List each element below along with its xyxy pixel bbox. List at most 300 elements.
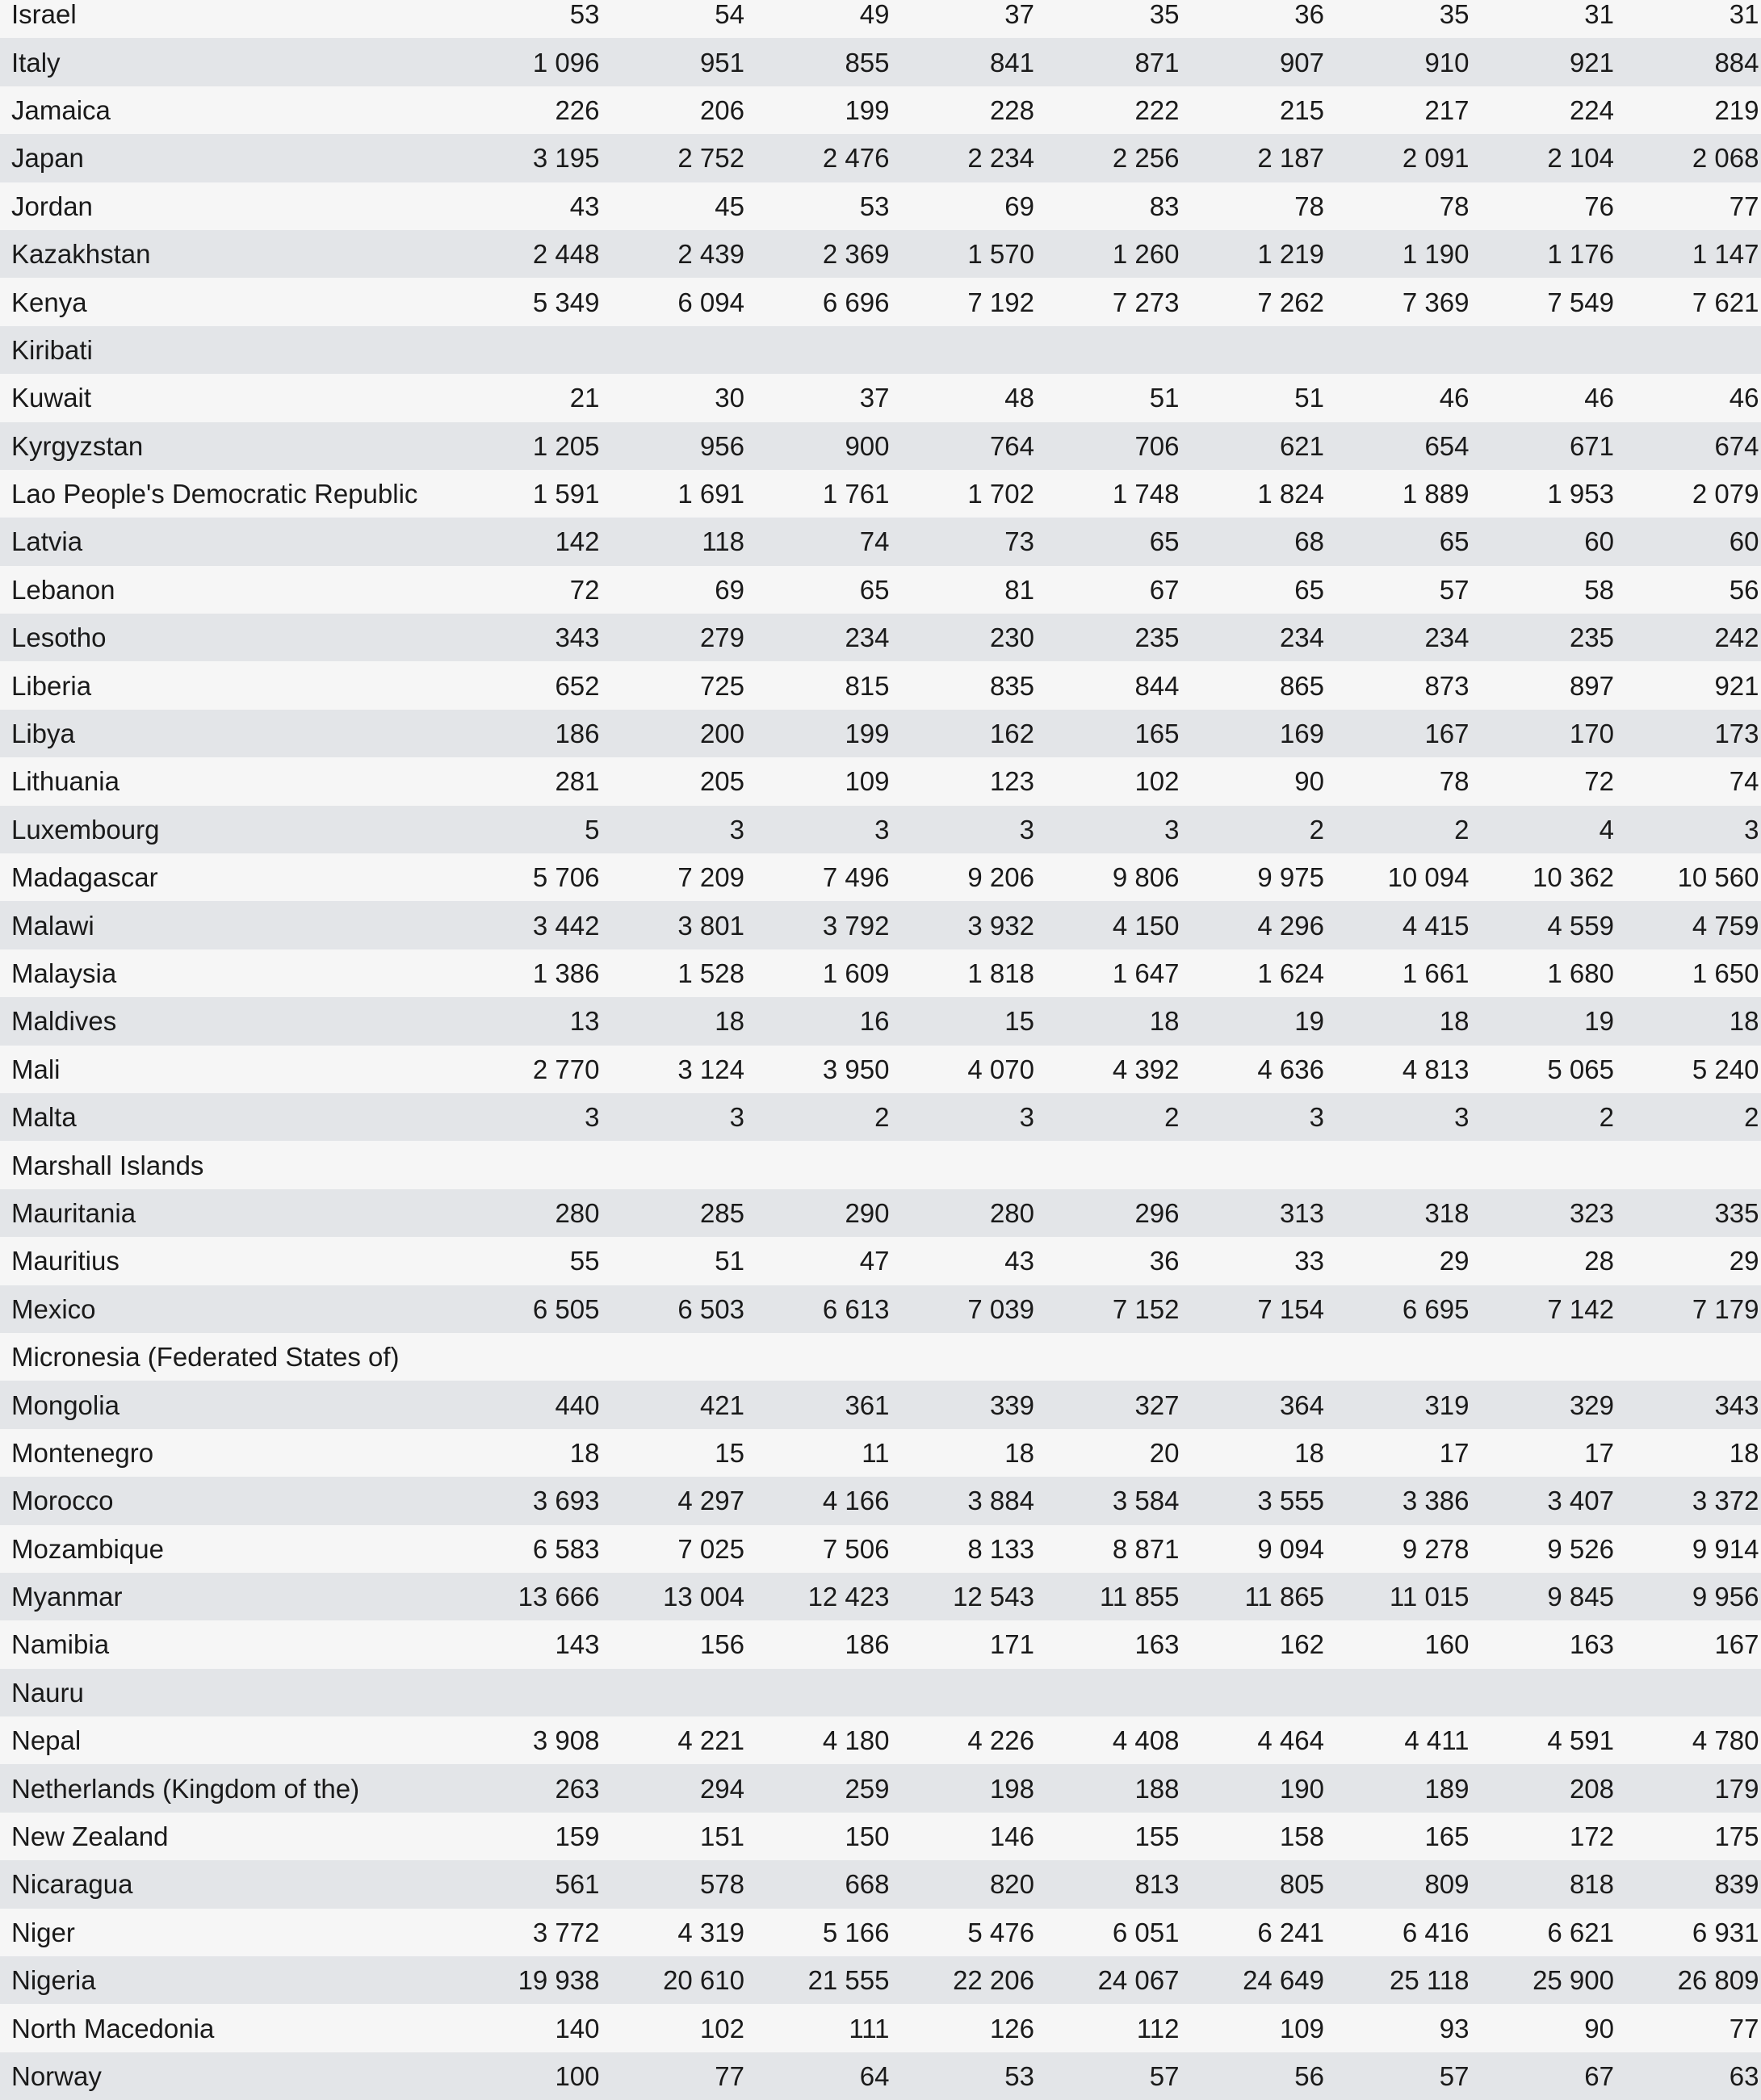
country-name-cell: Mauritania [11,1197,136,1228]
value-cell: 30 [715,383,744,413]
value-cell: 56 [1294,2060,1324,2091]
value-cell: 11 [862,1437,890,1468]
value-cell: 1 260 [1112,239,1180,270]
country-name-cell: Mozambique [11,1533,164,1564]
value-cell: 36 [1149,1246,1180,1276]
table-row [0,326,1761,374]
table-row [0,1477,1761,1524]
value-cell: 1 591 [532,479,600,509]
table-row [0,1046,1761,1093]
value-cell: 2 448 [532,239,600,270]
value-cell: 4 780 [1692,1725,1759,1756]
value-cell: 43 [569,191,600,221]
value-cell: 186 [845,1629,890,1660]
value-cell: 219 [1714,94,1759,125]
table-row [0,1620,1761,1668]
value-cell: 281 [555,766,600,797]
value-cell: 33 [1294,1246,1324,1276]
value-cell: 25 118 [1390,1965,1470,1996]
value-cell: 1 824 [1257,479,1324,509]
value-cell: 18 [1729,1006,1759,1037]
value-cell: 17 [1584,1437,1614,1468]
value-cell: 4 297 [677,1486,744,1516]
table-row [0,806,1761,853]
value-cell: 10 560 [1677,862,1759,893]
value-cell: 24 067 [1097,1965,1180,1996]
value-cell: 126 [989,2013,1034,2043]
table-row [0,1764,1761,1812]
value-cell: 7 192 [967,287,1034,317]
value-cell: 668 [845,1869,890,1900]
value-cell: 855 [845,47,890,78]
value-cell: 1 570 [967,239,1034,270]
value-cell: 921 [1714,670,1759,701]
value-cell [899,326,1045,374]
value-cell: 3 [585,1102,600,1133]
value-cell: 109 [1279,2013,1324,2043]
table-row [0,230,1761,278]
value-cell: 1 818 [967,958,1034,988]
value-cell: 170 [1569,719,1614,749]
table-row [0,470,1761,518]
value-cell: 165 [1134,719,1180,749]
value-cell [899,1141,1045,1188]
value-cell: 54 [715,0,744,30]
value-cell: 17 [1439,1437,1470,1468]
country-name-cell: Italy [11,47,61,78]
value-cell: 294 [699,1773,744,1804]
table-row [0,1237,1761,1285]
table-row [0,1381,1761,1428]
value-cell: 109 [845,766,890,797]
value-cell: 4 408 [1112,1725,1180,1756]
value-cell: 45 [715,191,744,221]
value-cell [1479,1333,1625,1381]
country-name-cell: Luxembourg [11,814,160,845]
value-cell: 280 [989,1197,1034,1228]
value-cell [754,326,899,374]
value-cell: 19 [1294,1006,1324,1037]
value-cell: 8 871 [1112,1533,1180,1564]
country-name-cell: Myanmar [11,1582,123,1612]
value-cell [754,1333,899,1381]
value-cell: 2 104 [1547,143,1614,174]
value-cell: 671 [1569,430,1614,461]
value-cell: 897 [1569,670,1614,701]
value-cell: 364 [1279,1390,1324,1420]
value-cell: 279 [699,622,744,653]
value-cell: 18 [1729,1437,1759,1468]
value-cell: 13 004 [663,1582,744,1612]
value-cell: 9 975 [1257,862,1324,893]
value-cell: 1 386 [532,958,600,988]
country-name-cell: Mali [11,1054,61,1084]
value-cell: 319 [1424,1390,1470,1420]
value-cell: 7 179 [1692,1293,1759,1324]
country-name-cell: Morocco [11,1486,114,1516]
value-cell: 3 [1309,1102,1324,1133]
value-cell: 7 496 [822,862,890,893]
value-cell: 440 [555,1390,600,1420]
value-cell: 102 [1134,766,1180,797]
value-cell: 6 241 [1257,1917,1324,1947]
value-cell: 1 889 [1402,479,1470,509]
table-row [0,757,1761,805]
table-row [0,853,1761,901]
country-name-cell: Lebanon [11,574,115,605]
value-cell: 815 [845,670,890,701]
country-name-cell: Lesotho [11,622,107,653]
value-cell: 123 [989,766,1034,797]
value-cell: 235 [1134,622,1180,653]
value-cell: 1 609 [822,958,890,988]
value-cell: 3 693 [532,1486,600,1516]
value-cell: 3 [729,814,744,845]
value-cell: 28 [1584,1246,1614,1276]
country-name-cell: Netherlands (Kingdom of the) [11,1773,360,1804]
value-cell: 90 [1294,766,1324,797]
value-cell: 2 [1744,1102,1759,1133]
value-cell: 7 506 [822,1533,890,1564]
country-name-cell: Mexico [11,1293,96,1324]
value-cell: 7 262 [1257,287,1324,317]
value-cell: 2 476 [822,143,890,174]
value-cell [754,1669,899,1716]
value-cell: 820 [989,1869,1034,1900]
value-cell: 1 528 [677,958,744,988]
value-cell: 5 240 [1692,1054,1759,1084]
value-cell: 329 [1569,1390,1614,1420]
value-cell: 160 [1424,1629,1470,1660]
value-cell: 46 [1584,383,1614,413]
value-cell: 3 [729,1102,744,1133]
value-cell: 4 464 [1257,1725,1324,1756]
value-cell: 36 [1294,0,1324,30]
value-cell: 2 770 [532,1054,600,1084]
value-cell: 1 702 [967,479,1034,509]
value-cell [610,1669,755,1716]
value-cell: 11 015 [1390,1582,1470,1612]
value-cell: 142 [555,526,600,557]
country-name-cell: Kenya [11,287,87,317]
table-row [0,1956,1761,2004]
value-cell: 18 [569,1437,600,1468]
value-cell: 67 [1584,2060,1614,2091]
country-name-cell: New Zealand [11,1821,169,1852]
value-cell: 222 [1134,94,1180,125]
value-cell: 19 938 [518,1965,600,1996]
value-cell: 4 166 [822,1486,890,1516]
value-cell: 2 752 [677,143,744,174]
value-cell: 208 [1569,1773,1614,1804]
table-row [0,518,1761,565]
value-cell [464,1669,610,1716]
value-cell: 230 [989,622,1034,653]
value-cell: 74 [859,526,890,557]
value-cell: 57 [1439,2060,1470,2091]
value-cell: 2 256 [1112,143,1180,174]
value-cell: 242 [1714,622,1759,653]
country-name-cell: Lithuania [11,766,119,797]
value-cell: 1 761 [822,479,890,509]
value-cell: 9 094 [1257,1533,1324,1564]
table-row [0,1860,1761,1908]
value-cell: 1 219 [1257,239,1324,270]
value-cell: 56 [1729,574,1759,605]
value-cell: 12 543 [953,1582,1034,1612]
value-cell: 20 [1149,1437,1180,1468]
value-cell [1624,1333,1761,1381]
value-cell: 5 065 [1547,1054,1614,1084]
value-cell [1334,1669,1479,1716]
value-cell: 3 386 [1402,1486,1470,1516]
table-row [0,1813,1761,1860]
value-cell: 1 680 [1547,958,1614,988]
value-cell: 313 [1279,1197,1324,1228]
value-cell: 3 [1019,1102,1034,1133]
value-cell: 189 [1424,1773,1470,1804]
value-cell [1044,1333,1189,1381]
value-cell [1189,1333,1335,1381]
value-cell: 6 051 [1112,1917,1180,1947]
table-row [0,1429,1761,1477]
value-cell: 921 [1569,47,1614,78]
value-cell: 162 [1279,1629,1324,1660]
value-cell: 53 [1004,2060,1034,2091]
value-cell: 4 591 [1547,1725,1614,1756]
value-cell: 2 [874,1102,890,1133]
value-cell: 3 950 [822,1054,890,1084]
value-cell: 15 [715,1437,744,1468]
value-cell: 1 691 [677,479,744,509]
value-cell: 60 [1584,526,1614,557]
country-name-cell: Mauritius [11,1246,119,1276]
country-name-cell: Kazakhstan [11,239,151,270]
value-cell: 49 [859,0,890,30]
value-cell: 69 [1004,191,1034,221]
value-cell [1479,1669,1625,1716]
value-cell: 323 [1569,1197,1614,1228]
value-cell: 67 [1149,574,1180,605]
value-cell: 72 [1584,766,1614,797]
value-cell: 64 [859,2060,890,2091]
value-cell: 343 [555,622,600,653]
country-name-cell: Kuwait [11,383,92,413]
value-cell: 2 369 [822,239,890,270]
country-name-cell: Jamaica [11,94,111,125]
value-cell: 9 806 [1112,862,1180,893]
value-cell: 578 [699,1869,744,1900]
table-row [0,2052,1761,2100]
value-cell: 871 [1134,47,1180,78]
country-name-cell: Mongolia [11,1390,119,1420]
value-cell: 2 [1164,1102,1180,1133]
value-cell: 205 [699,766,744,797]
value-cell: 162 [989,719,1034,749]
value-cell: 146 [989,1821,1034,1852]
country-name-cell: Lao People's Democratic Republic [11,479,418,509]
value-cell: 2 091 [1402,143,1470,174]
value-cell: 46 [1439,383,1470,413]
value-cell: 2 068 [1692,143,1759,174]
table-row [0,86,1761,134]
value-cell: 907 [1279,47,1324,78]
value-cell: 173 [1714,719,1759,749]
value-cell: 4 392 [1112,1054,1180,1084]
value-cell: 37 [859,383,890,413]
value-cell: 26 809 [1677,1965,1759,1996]
value-cell: 29 [1729,1246,1759,1276]
value-cell: 1 190 [1402,239,1470,270]
value-cell: 3 [874,814,890,845]
value-cell: 65 [1294,574,1324,605]
value-cell: 9 206 [967,862,1034,893]
value-cell [464,1333,610,1381]
value-cell: 77 [1729,191,1759,221]
value-cell [899,1669,1045,1716]
table-row [0,949,1761,997]
value-cell [1334,326,1479,374]
value-cell: 224 [1569,94,1614,125]
table-row [0,278,1761,325]
value-cell: 6 094 [677,287,744,317]
value-cell: 6 613 [822,1293,890,1324]
value-cell: 7 025 [677,1533,744,1564]
value-cell: 818 [1569,1869,1614,1900]
value-cell: 1 176 [1547,239,1614,270]
value-cell: 13 666 [518,1582,600,1612]
table-row [0,1189,1761,1237]
value-cell: 2 234 [967,143,1034,174]
value-cell: 3 584 [1112,1486,1180,1516]
country-name-cell: Kyrgyzstan [11,430,144,461]
value-cell: 5 166 [822,1917,890,1947]
value-cell: 5 349 [532,287,600,317]
value-cell: 3 442 [532,910,600,941]
value-cell: 100 [555,2060,600,2091]
table-row [0,997,1761,1045]
value-cell: 3 884 [967,1486,1034,1516]
value-cell: 884 [1714,47,1759,78]
value-cell: 4 296 [1257,910,1324,941]
value-cell: 7 152 [1112,1293,1180,1324]
value-cell: 63 [1729,2060,1759,2091]
value-cell: 20 610 [663,1965,744,1996]
country-name-cell: Latvia [11,526,83,557]
value-cell: 6 695 [1402,1293,1470,1324]
value-cell [899,1333,1045,1381]
value-cell: 55 [569,1246,600,1276]
value-cell: 140 [555,2013,600,2043]
value-cell: 1 647 [1112,958,1180,988]
table-row [0,901,1761,949]
value-cell: 1 650 [1692,958,1759,988]
value-cell [1479,326,1625,374]
value-cell: 76 [1584,191,1614,221]
value-cell: 7 039 [967,1293,1034,1324]
value-cell [464,1141,610,1188]
value-cell: 83 [1149,191,1180,221]
value-cell: 6 503 [677,1293,744,1324]
value-cell: 725 [699,670,744,701]
value-cell: 11 855 [1100,1582,1180,1612]
table-row [0,134,1761,182]
value-cell: 25 900 [1532,1965,1614,1996]
value-cell [1189,1141,1335,1188]
value-cell: 151 [699,1821,744,1852]
value-cell: 143 [555,1629,600,1660]
value-cell: 1 953 [1547,479,1614,509]
value-cell: 51 [1294,383,1324,413]
value-cell [610,1333,755,1381]
value-cell: 296 [1134,1197,1180,1228]
country-name-cell: Malta [11,1102,77,1133]
country-name-cell: Madagascar [11,862,158,893]
value-cell: 226 [555,94,600,125]
value-cell: 3 932 [967,910,1034,941]
table-row [0,0,1761,38]
value-cell: 199 [845,94,890,125]
value-cell: 7 154 [1257,1293,1324,1324]
value-cell: 169 [1279,719,1324,749]
value-cell: 18 [1439,1006,1470,1037]
value-cell: 215 [1279,94,1324,125]
value-cell: 1 147 [1692,239,1759,270]
table-row [0,1285,1761,1333]
value-cell: 339 [989,1390,1034,1420]
table-row [0,1669,1761,1716]
table-row [0,1573,1761,1620]
value-cell: 77 [715,2060,744,2091]
table-row [0,182,1761,230]
value-cell: 280 [555,1197,600,1228]
value-cell: 150 [845,1821,890,1852]
value-cell: 228 [989,94,1034,125]
value-cell: 53 [569,0,600,30]
value-cell: 167 [1424,719,1470,749]
table-row [0,1716,1761,1764]
country-name-cell: Maldives [11,1006,117,1037]
value-cell: 6 505 [532,1293,600,1324]
country-name-cell: North Macedonia [11,2013,215,2043]
value-cell: 3 [1164,814,1180,845]
value-cell: 65 [1439,526,1470,557]
value-cell: 18 [1004,1437,1034,1468]
value-cell: 198 [989,1773,1034,1804]
value-cell: 46 [1729,383,1759,413]
value-cell: 21 555 [807,1965,890,1996]
value-cell: 4 226 [967,1725,1034,1756]
value-cell: 19 [1584,1006,1614,1037]
value-cell: 2 [1309,814,1324,845]
value-cell: 1 205 [532,430,600,461]
country-name-cell: Montenegro [11,1437,154,1468]
value-cell: 90 [1584,2013,1614,2043]
value-cell: 158 [1279,1821,1324,1852]
table-row [0,566,1761,614]
value-cell: 1 624 [1257,958,1324,988]
value-cell: 674 [1714,430,1759,461]
value-cell: 5 [585,814,600,845]
value-cell: 8 133 [967,1533,1034,1564]
value-cell: 259 [845,1773,890,1804]
value-cell [1044,326,1189,374]
value-cell: 4 813 [1402,1054,1470,1084]
value-cell: 188 [1134,1773,1180,1804]
value-cell: 263 [555,1773,600,1804]
table-row [0,661,1761,709]
country-name-cell: Israel [11,0,77,30]
